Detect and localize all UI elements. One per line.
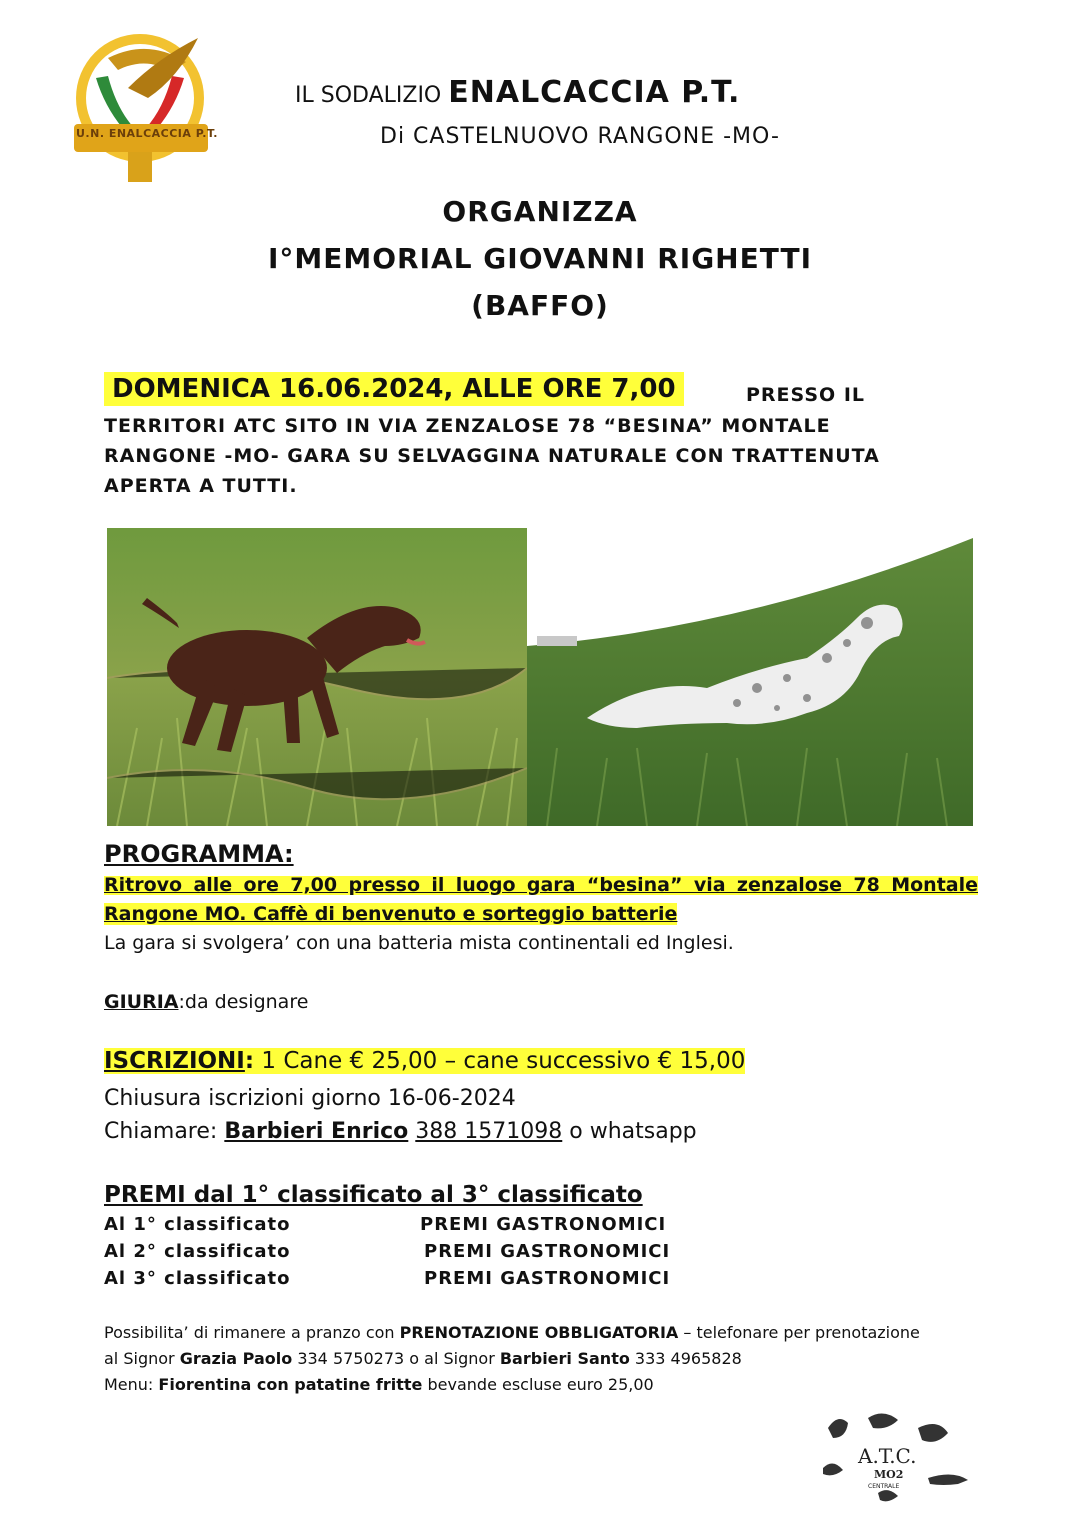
programma-line3: La gara si svolgera’ con una batteria mista continentali ed Inglesi. xyxy=(104,932,734,954)
organizer-location: Di CASTELNUOVO RANGONE -MO- xyxy=(380,124,780,149)
giuria-value: :da designare xyxy=(178,991,309,1013)
event-date xyxy=(104,376,684,402)
setter-dog-photo xyxy=(527,528,973,826)
footer-bold: Fiorentina con patatine fritte xyxy=(158,1375,423,1394)
atc-sub: MO2 xyxy=(874,1468,904,1481)
event-desc-line2: RANGONE -MO- GARA SU SELVAGGINA NATURALE CON TRATTENUTA xyxy=(104,445,880,467)
atc-sub2: CENTRALE xyxy=(868,1483,900,1490)
footer-text: al Signor xyxy=(104,1349,180,1368)
footer-text: bevande escluse euro 25,00 xyxy=(422,1375,654,1394)
atc-text: A.T.C. xyxy=(858,1444,917,1468)
event-desc-line3: APERTA A TUTTI. xyxy=(104,475,298,497)
contact-suffix: o whatsapp xyxy=(569,1119,697,1144)
giuria-line xyxy=(104,993,308,1012)
footer-text: – telefonare per prenotazione xyxy=(678,1323,920,1342)
contact-name: Barbieri Enrico xyxy=(224,1119,409,1144)
footer-text: 333 4965828 xyxy=(629,1349,742,1368)
premi-row-prize: PREMI GASTRONOMICI xyxy=(420,1214,667,1235)
contact-label: Chiamare: xyxy=(104,1119,218,1144)
footer-bold: PRENOTAZIONE OBBLIGATORIA xyxy=(399,1323,679,1342)
footer-text: Possibilita’ di rimanere a pranzo con xyxy=(104,1323,400,1342)
organizer-prefix: IL SODALIZIO xyxy=(295,83,442,108)
iscrizioni-label: ISCRIZIONI xyxy=(104,1048,245,1074)
premi-row-place: Al 2° classificato xyxy=(104,1241,291,1262)
footer-bold: Grazia Paolo xyxy=(179,1349,293,1368)
event-date-text: DOMENICA 16.06.2024, ALLE ORE 7,00 xyxy=(104,372,684,406)
organizer-line xyxy=(295,75,741,110)
enalcaccia-logo xyxy=(68,18,218,188)
programma-line1 xyxy=(104,876,978,895)
footer-text: Menu: xyxy=(104,1375,159,1394)
premi-row-prize: PREMI GASTRONOMICI xyxy=(424,1241,671,1262)
title-memorial: I°MEMORIAL GIOVANNI RIGHETTI xyxy=(267,242,813,275)
brown-pointer-dog-photo xyxy=(107,528,527,826)
event-presso: PRESSO IL xyxy=(746,384,865,406)
contact-line xyxy=(104,1121,697,1143)
footer-line2 xyxy=(104,1351,742,1367)
contact-phone[interactable]: 388 1571098 xyxy=(415,1119,563,1144)
title-baffo: (BAFFO) xyxy=(471,289,609,322)
logo-text: U.N. ENALCACCIA P.T. xyxy=(76,127,218,140)
iscrizioni-value: 1 Cane € 25,00 – cane successivo € 15,00 xyxy=(254,1048,746,1074)
event-desc-line1: TERRITORI ATC SITO IN VIA ZENZALOSE 78 “BESINA” MONTALE xyxy=(104,415,831,437)
footer-line1 xyxy=(104,1325,920,1341)
programma-label: PROGRAMMA: xyxy=(104,840,294,868)
programma-line2-text: Rangone MO. Caffè di benvenuto e sorteggio batterie xyxy=(104,903,678,925)
programma-line2 xyxy=(104,905,677,924)
giuria-label: GIURIA xyxy=(104,991,179,1013)
premi-row-place: Al 3° classificato xyxy=(104,1268,291,1289)
premi-row-place: Al 1° classificato xyxy=(104,1214,291,1235)
footer-line3 xyxy=(104,1377,654,1393)
iscrizioni-line xyxy=(104,1050,745,1073)
footer-bold: Barbieri Santo xyxy=(499,1349,630,1368)
premi-title: PREMI dal 1° classificato al 3° classificato xyxy=(104,1182,643,1208)
footer-text: 334 5750273 o al Signor xyxy=(292,1349,500,1368)
premi-row-prize: PREMI GASTRONOMICI xyxy=(424,1268,671,1289)
organizer-name: ENALCACCIA P.T. xyxy=(448,75,741,110)
iscrizioni-colon: : xyxy=(244,1048,255,1074)
iscrizioni-closing: Chiusura iscrizioni giorno 16-06-2024 xyxy=(104,1086,516,1111)
programma-line1-text: Ritrovo alle ore 7,00 presso il luogo gara “besina” via zenzalose 78 Montale xyxy=(104,874,978,896)
title-organizza: ORGANIZZA xyxy=(442,195,638,228)
atc-logo xyxy=(818,1408,978,1513)
